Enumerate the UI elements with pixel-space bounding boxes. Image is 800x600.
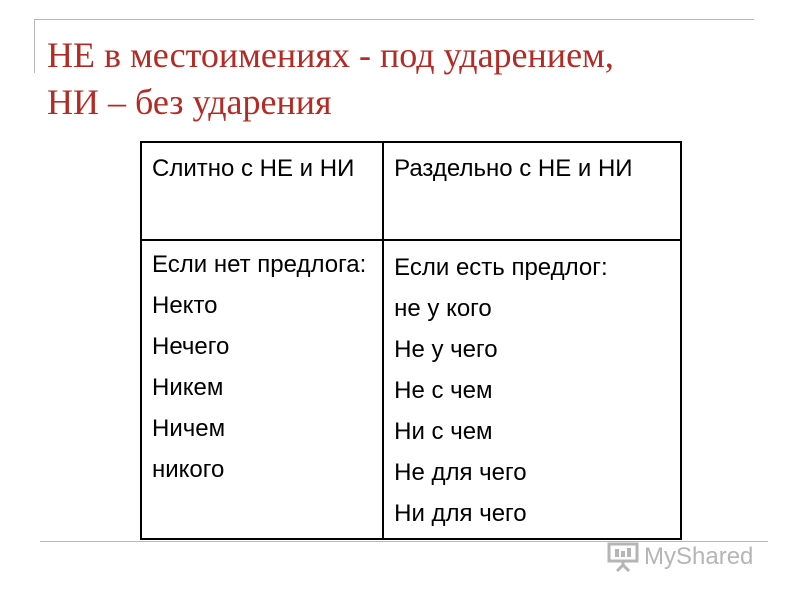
list-item: Не для чего <box>394 459 527 486</box>
condition-no-preposition: Если нет предлога: <box>152 251 367 278</box>
list-item: Ничем <box>152 415 226 442</box>
list-item: Не у чего <box>394 336 498 363</box>
top-rule-vertical <box>34 19 35 73</box>
body-cell-separate <box>383 240 681 539</box>
list-item: Ни для чего <box>394 500 527 527</box>
body-cell-merged <box>141 240 383 539</box>
list-item: никого <box>152 456 225 483</box>
rules-table <box>140 141 682 540</box>
top-rule-horizontal <box>34 19 754 20</box>
list-item: Некто <box>152 292 218 319</box>
list-item: не у кого <box>394 295 492 322</box>
header-label-separate: Раздельно с НЕ и НИ <box>394 155 633 182</box>
myshared-watermark <box>606 539 753 575</box>
watermark-text: MyShared <box>644 543 754 570</box>
list-item: Никем <box>152 374 224 401</box>
presentation-board-icon <box>606 540 640 574</box>
list-item: Ни с чем <box>394 418 493 445</box>
header-cell-merged <box>141 142 383 240</box>
title-line-1: НЕ в местоимениях - под ударением, <box>47 35 614 75</box>
header-label-merged: Слитно с НЕ и НИ <box>152 155 355 182</box>
condition-with-preposition: Если есть предлог: <box>394 254 608 281</box>
header-cell-separate <box>383 142 681 240</box>
list-item: Не с чем <box>394 377 493 404</box>
slide-title <box>47 32 777 126</box>
table-body-row <box>141 240 681 539</box>
title-line-2: НИ – без ударения <box>47 82 332 122</box>
table-header-row <box>141 142 681 240</box>
list-item: Нечего <box>152 333 230 360</box>
